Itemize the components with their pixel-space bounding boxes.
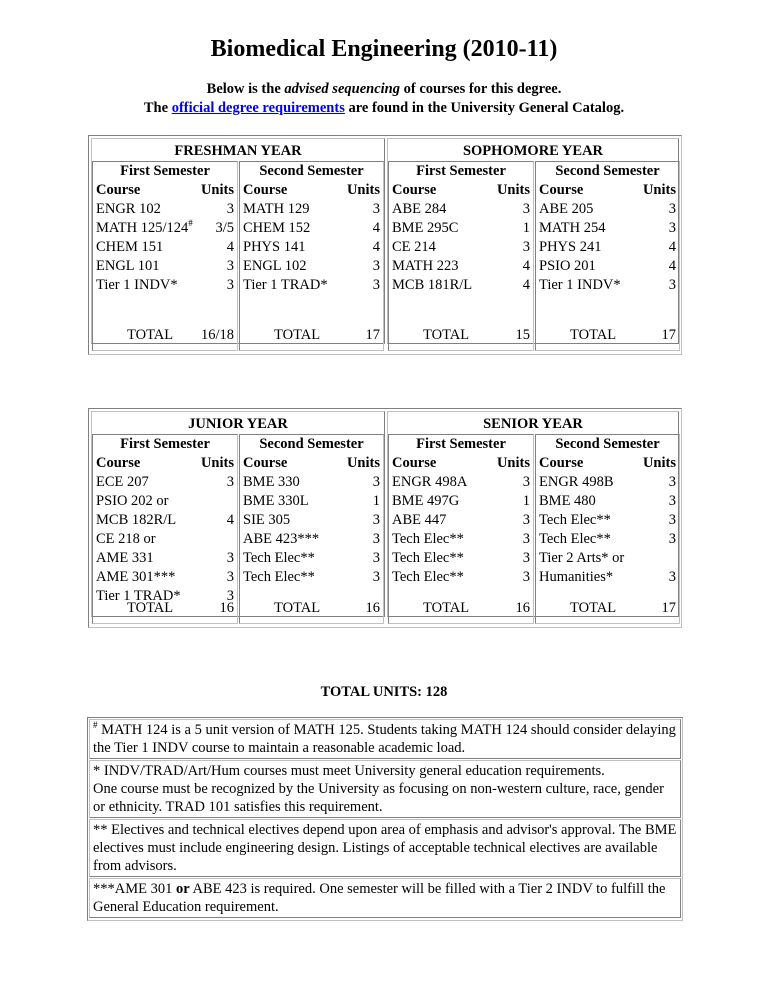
course-row <box>93 549 237 568</box>
note-electives <box>89 819 681 877</box>
column-header-row <box>389 454 533 473</box>
course-name: CHEM 152 <box>243 220 311 236</box>
course-name: CE 218 or <box>96 531 156 547</box>
note-text: * INDV/TRAD/Art/Hum courses must meet University general education requirements. <box>93 763 605 779</box>
total-label: TOTAL <box>423 600 470 616</box>
course-units: 1 <box>522 493 530 509</box>
first-semester <box>388 161 534 351</box>
units-column-header: Units <box>642 455 676 471</box>
second-semester <box>239 434 384 624</box>
course-name: AME 301*** <box>96 569 176 585</box>
footnote-mark: # <box>93 720 98 731</box>
course-name: MCB 181R/L <box>392 277 473 293</box>
units-column-header: Units <box>200 455 234 471</box>
course-row <box>93 492 237 511</box>
course-units: 3 <box>668 474 676 490</box>
course-row <box>240 492 383 511</box>
plan-table-lower-division <box>88 135 682 355</box>
course-name: BME 480 <box>539 493 596 509</box>
course-name: Tech Elec** <box>392 569 464 585</box>
course-units: 3 <box>668 220 676 236</box>
semester-heading: Second Semester <box>555 436 660 452</box>
year-block <box>91 138 385 344</box>
course-row <box>93 219 237 238</box>
course-column-header: Course <box>539 455 584 471</box>
note-ame301 <box>89 878 681 918</box>
course-name: Tier 2 Arts* or <box>539 550 625 566</box>
first-semester <box>92 434 238 624</box>
semester-total-row <box>240 326 383 345</box>
course-units: 3 <box>372 550 380 566</box>
course-row <box>93 568 237 587</box>
year-heading: JUNIOR YEAR <box>188 416 288 432</box>
column-header-row <box>240 181 383 200</box>
course-units: 3 <box>226 258 234 274</box>
course-units: 4 <box>226 512 234 528</box>
intro-text <box>0 80 768 118</box>
course-name: PHYS 141 <box>243 239 306 255</box>
official-requirements-link[interactable]: official degree requirements <box>171 100 345 116</box>
course-units: 3 <box>522 474 530 490</box>
course-column-header: Course <box>96 182 141 198</box>
course-column-header: Course <box>392 455 437 471</box>
course-name: ENGR 498B <box>539 474 614 490</box>
note-emphasis: or <box>175 881 190 897</box>
course-units: 1 <box>372 493 380 509</box>
course-column-header: Course <box>539 182 584 198</box>
course-row <box>536 473 679 492</box>
course-row <box>536 530 679 549</box>
column-header-row <box>93 454 237 473</box>
course-units: 4 <box>226 239 234 255</box>
course-units: 4 <box>372 239 380 255</box>
course-units: 1 <box>522 220 530 236</box>
course-column-header: Course <box>243 455 288 471</box>
course-name: ENGR 498A <box>392 474 468 490</box>
course-row <box>240 200 383 219</box>
course-row <box>536 568 679 587</box>
course-row <box>389 276 533 295</box>
note-text: ** Electives and technical electives depend upon area of emphasis and advisor's approval. The BME electives must include engineering design. Listings of acceptable technical electives are available from advisors. <box>93 822 677 874</box>
course-units: 3 <box>668 512 676 528</box>
course-name: Tier 1 TRAD* <box>96 588 181 604</box>
course-units: 3 <box>372 258 380 274</box>
course-name: Tier 1 TRAD* <box>243 277 328 293</box>
intro-text-part: Below is the <box>206 81 285 97</box>
total-label: TOTAL <box>274 600 321 616</box>
course-row <box>389 511 533 530</box>
course-units: 3 <box>372 277 380 293</box>
units-column-header: Units <box>642 182 676 198</box>
total-units-value: 17 <box>661 600 676 616</box>
course-name: ABE 284 <box>392 201 447 217</box>
course-units: 3 <box>226 550 234 566</box>
units-column-header: Units <box>496 455 530 471</box>
course-units: 3 <box>668 201 676 217</box>
column-header-row <box>536 454 679 473</box>
column-header-row <box>93 181 237 200</box>
plan-table-upper-division <box>88 408 682 628</box>
intro-line-2 <box>0 99 768 118</box>
course-row <box>93 200 237 219</box>
course-name: ECE 207 <box>96 474 149 490</box>
units-column-header: Units <box>346 182 380 198</box>
note-text: ***AME 301 <box>93 881 176 897</box>
footnote-mark: # <box>188 218 193 229</box>
course-units: 3 <box>372 512 380 528</box>
course-row <box>389 492 533 511</box>
course-row <box>240 549 383 568</box>
semester-total-row <box>93 599 237 618</box>
course-units: 4 <box>668 239 676 255</box>
units-column-header: Units <box>496 182 530 198</box>
semester-total-row <box>536 599 679 618</box>
course-name: BME 295C <box>392 220 459 236</box>
course-name: Tier 1 INDV* <box>96 277 178 293</box>
total-units-value: 17 <box>661 327 676 343</box>
first-semester <box>388 434 534 624</box>
semester-heading: Second Semester <box>259 163 364 179</box>
course-name: MCB 182R/L <box>96 512 177 528</box>
semester-heading: Second Semester <box>555 163 660 179</box>
course-row <box>536 200 679 219</box>
course-name: MATH 125/124 <box>96 220 189 236</box>
course-units: 3 <box>372 201 380 217</box>
units-column-header: Units <box>200 182 234 198</box>
year-block <box>387 138 679 344</box>
note-math124 <box>89 719 681 759</box>
course-units: 3 <box>522 531 530 547</box>
semester-total-row <box>93 326 237 345</box>
course-units: 3 <box>226 588 234 604</box>
page-title: Biomedical Engineering (2010-11) <box>210 36 558 62</box>
course-row <box>93 511 237 530</box>
note-text: ABE 423 is required. One semester will be filled with a Tier 2 INDV to fulfill the General Education requirement. <box>93 881 666 915</box>
intro-text-part: are found in the University General Catalog. <box>344 100 625 116</box>
semester-heading: First Semester <box>120 436 210 452</box>
course-row <box>536 257 679 276</box>
course-units: 3 <box>522 569 530 585</box>
course-row <box>389 219 533 238</box>
course-units: 3 <box>372 569 380 585</box>
course-units: 3 <box>522 550 530 566</box>
course-row <box>536 492 679 511</box>
course-name: BME 330L <box>243 493 309 509</box>
course-units: 3 <box>226 474 234 490</box>
year-heading: SOPHOMORE YEAR <box>462 143 604 159</box>
notes-table <box>87 717 683 921</box>
year-block <box>387 411 679 617</box>
total-label: TOTAL <box>274 327 321 343</box>
total-label: TOTAL <box>423 327 470 343</box>
semester-total-row <box>240 599 383 618</box>
course-units: 3 <box>668 531 676 547</box>
total-label: TOTAL <box>127 327 174 343</box>
course-row <box>93 238 237 257</box>
column-header-row <box>536 181 679 200</box>
course-name: Humanities* <box>539 569 614 585</box>
course-units: 3 <box>226 277 234 293</box>
course-name: ENGL 102 <box>243 258 307 274</box>
course-name: Tech Elec** <box>539 531 611 547</box>
course-units: 4 <box>522 277 530 293</box>
course-name: SIE 305 <box>243 512 291 528</box>
course-row <box>240 276 383 295</box>
course-name: AME 331 <box>96 550 154 566</box>
year-block <box>91 411 385 617</box>
course-row <box>93 473 237 492</box>
course-row <box>240 257 383 276</box>
intro-line-1 <box>0 80 768 99</box>
semester-total-row <box>536 326 679 345</box>
course-row <box>389 473 533 492</box>
course-row <box>93 530 237 549</box>
total-label: TOTAL <box>127 600 174 616</box>
course-column-header: Course <box>243 182 288 198</box>
semester-heading: First Semester <box>120 163 210 179</box>
course-row <box>240 530 383 549</box>
course-units: 3 <box>522 201 530 217</box>
course-row <box>389 200 533 219</box>
course-units: 3 <box>372 474 380 490</box>
course-row <box>536 219 679 238</box>
year-heading: FRESHMAN YEAR <box>174 143 302 159</box>
course-units: 4 <box>372 220 380 236</box>
course-name: MATH 129 <box>243 201 310 217</box>
course-row <box>389 549 533 568</box>
course-units: 3 <box>372 531 380 547</box>
course-name: PSIO 202 or <box>96 493 169 509</box>
course-units: 3/5 <box>215 220 234 236</box>
course-row <box>93 257 237 276</box>
course-name: Tech Elec** <box>243 550 315 566</box>
total-label: TOTAL <box>570 327 617 343</box>
second-semester <box>535 434 680 624</box>
total-units-value: 15 <box>515 327 530 343</box>
course-row <box>536 238 679 257</box>
course-units: 3 <box>226 201 234 217</box>
course-name: MATH 223 <box>392 258 459 274</box>
course-row <box>389 568 533 587</box>
total-units-value: 17 <box>365 327 380 343</box>
year-heading: SENIOR YEAR <box>483 416 583 432</box>
first-semester <box>92 161 238 351</box>
note-text: One course must be recognized by the University as focusing on non-western culture, race, gender or ethnicity. TRAD 101 satisfies this requirement. <box>93 781 664 815</box>
course-name: ENGR 102 <box>96 201 161 217</box>
course-units: 3 <box>668 569 676 585</box>
course-units: 3 <box>522 239 530 255</box>
course-row <box>240 473 383 492</box>
course-name: Tech Elec** <box>539 512 611 528</box>
total-label: TOTAL <box>570 600 617 616</box>
course-row <box>240 238 383 257</box>
total-units-value: 16 <box>219 600 234 616</box>
course-row <box>389 257 533 276</box>
course-name: ABE 205 <box>539 201 594 217</box>
course-name: ABE 423*** <box>243 531 320 547</box>
course-row <box>389 530 533 549</box>
course-name: MATH 254 <box>539 220 606 236</box>
semester-heading: Second Semester <box>259 436 364 452</box>
course-name: ENGL 101 <box>96 258 160 274</box>
course-row <box>536 276 679 295</box>
course-units: 3 <box>522 512 530 528</box>
column-header-row <box>240 454 383 473</box>
intro-text-part: The <box>143 100 172 116</box>
course-row <box>240 219 383 238</box>
course-row <box>389 238 533 257</box>
course-row <box>536 511 679 530</box>
course-name: ABE 447 <box>392 512 447 528</box>
course-name: BME 330 <box>243 474 300 490</box>
note-text: MATH 124 is a 5 unit version of MATH 125. Students taking MATH 124 should consider delaying the Tier 1 INDV course to maintain a reasonable academic load. <box>93 722 676 756</box>
course-column-header: Course <box>392 182 437 198</box>
course-units: 3 <box>668 277 676 293</box>
second-semester <box>239 161 384 351</box>
course-units: 3 <box>226 569 234 585</box>
course-row <box>536 549 679 568</box>
course-name: CHEM 151 <box>96 239 164 255</box>
course-name: Tier 1 INDV* <box>539 277 621 293</box>
note-gen-ed <box>89 760 681 818</box>
semester-heading: First Semester <box>416 436 506 452</box>
second-semester <box>535 161 680 351</box>
course-name: Tech Elec** <box>392 531 464 547</box>
course-row <box>240 568 383 587</box>
semester-total-row <box>389 326 533 345</box>
intro-text-part: of courses for this degree. <box>399 81 562 97</box>
course-units: 3 <box>668 493 676 509</box>
semester-total-row <box>389 599 533 618</box>
course-name: Tech Elec** <box>243 569 315 585</box>
course-name: PSIO 201 <box>539 258 596 274</box>
column-header-row <box>389 181 533 200</box>
course-row <box>240 511 383 530</box>
intro-emphasis: advised sequencing <box>284 81 400 97</box>
total-units: TOTAL UNITS: 128 <box>320 684 448 700</box>
course-units: 4 <box>522 258 530 274</box>
course-name: BME 497G <box>392 493 460 509</box>
course-name: PHYS 241 <box>539 239 602 255</box>
total-units-value: 16/18 <box>200 327 234 343</box>
semester-heading: First Semester <box>416 163 506 179</box>
total-units-value: 16 <box>365 600 380 616</box>
course-column-header: Course <box>96 455 141 471</box>
course-name: Tech Elec** <box>392 550 464 566</box>
units-column-header: Units <box>346 455 380 471</box>
total-units-value: 16 <box>515 600 530 616</box>
course-name: CE 214 <box>392 239 436 255</box>
course-units: 4 <box>668 258 676 274</box>
course-row <box>93 276 237 295</box>
